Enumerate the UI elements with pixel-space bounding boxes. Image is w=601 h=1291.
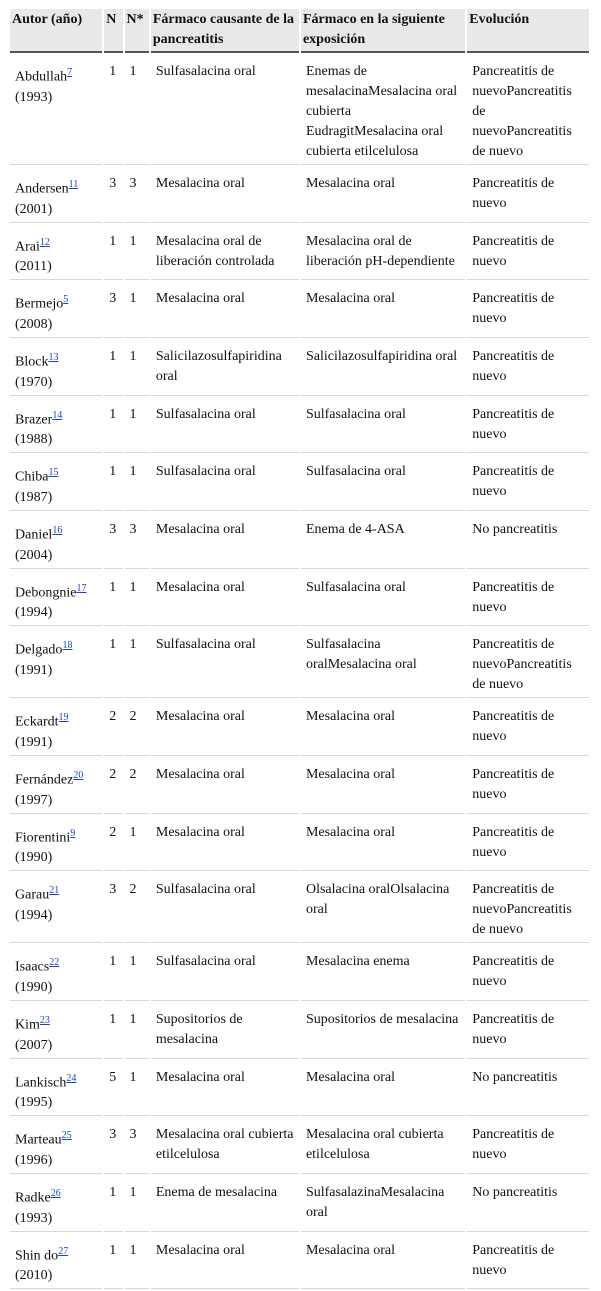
nstar-cell: 1 (125, 1176, 149, 1232)
nstar-cell: 3 (125, 513, 149, 569)
author-cell (10, 513, 102, 569)
header-siguiente: Fármaco en la siguiente exposición (301, 9, 465, 53)
siguiente-cell: Supositorios de mesalacina (301, 1003, 465, 1059)
evolucion-cell: Pancreatitis de nuevoPancreatitis de nuevoPancreatitis de nuevo (467, 55, 589, 165)
causante-cell: Mesalacina oral (151, 513, 299, 569)
n-cell: 1 (104, 55, 122, 165)
author-name: Debongnie (15, 585, 77, 601)
table-row (10, 1234, 589, 1290)
reference-link[interactable]: 11 (68, 179, 79, 190)
causante-cell: Salicilazosulfapiridina oral (151, 340, 299, 396)
siguiente-cell: Mesalacina oral (301, 1234, 465, 1290)
causante-cell: Sulfasalacina oral (151, 873, 299, 943)
nstar-cell: 1 (125, 225, 149, 281)
header-evolucion: Evolución (467, 9, 589, 53)
causante-cell: Mesalacina oral (151, 816, 299, 872)
reference-link[interactable]: 16 (52, 524, 63, 536)
reference-link[interactable]: 25 (61, 1130, 72, 1142)
header-nstar: N* (125, 9, 149, 53)
reference-link[interactable]: 14 (52, 409, 63, 421)
author-year: (1994) (15, 605, 53, 621)
causante-cell: Mesalacina oral cubierta etilcelulosa (151, 1118, 299, 1174)
causante-cell: Sulfasalacina oral (151, 55, 299, 165)
author-year: (2007) (15, 1037, 53, 1053)
n-cell: 1 (104, 225, 122, 281)
causante-cell: Mesalacina oral (151, 167, 299, 223)
siguiente-cell: Sulfasalacina oral (301, 455, 465, 511)
causante-cell: Mesalacina oral de liberación controlada (151, 225, 299, 281)
author-year: (1996) (15, 1152, 53, 1168)
author-year: (2004) (15, 547, 53, 563)
reference-link[interactable]: 19 (58, 712, 69, 724)
n-cell: 1 (104, 1003, 122, 1059)
nstar-cell: 1 (125, 455, 149, 511)
reference-link[interactable]: 20 (73, 769, 84, 781)
evolucion-cell: No pancreatitis (467, 1061, 589, 1117)
table-row (10, 398, 589, 454)
table-row (10, 340, 589, 396)
table-row (10, 628, 589, 698)
evolucion-cell: Pancreatitis de nuevo (467, 340, 589, 396)
author-cell (10, 873, 102, 943)
nstar-cell: 1 (125, 340, 149, 396)
siguiente-cell: Enema de 4-ASA (301, 513, 465, 569)
author-year: (1991) (15, 662, 53, 678)
table-row (10, 1118, 589, 1174)
reference-link[interactable]: 17 (76, 582, 87, 594)
author-year: (1993) (15, 1210, 53, 1226)
siguiente-cell: Sulfasalacina oral (301, 571, 465, 627)
siguiente-cell: Enemas de mesalacinaMesalacina oral cubierta EudragitMesalacina oral cubierta etilcelulosa (301, 55, 465, 165)
table-row (10, 282, 589, 338)
siguiente-cell: Olsalacina oralOlsalacina oral (301, 873, 465, 943)
table-container (8, 7, 591, 1291)
author-cell (10, 1118, 102, 1174)
table-row (10, 1176, 589, 1232)
evolucion-cell: Pancreatitis de nuevo (467, 398, 589, 454)
n-cell: 1 (104, 398, 122, 454)
n-cell: 1 (104, 1176, 122, 1232)
nstar-cell: 1 (125, 398, 149, 454)
siguiente-cell: Sulfasalacina oral (301, 398, 465, 454)
siguiente-cell: Mesalacina oral de liberación pH-dependiente (301, 225, 465, 281)
evolucion-cell: Pancreatitis de nuevo (467, 816, 589, 872)
author-year: (1997) (15, 792, 53, 808)
author-cell (10, 945, 102, 1001)
reference-link[interactable]: 18 (62, 640, 73, 652)
author-cell (10, 225, 102, 281)
author-cell (10, 571, 102, 627)
evolucion-cell: Pancreatitis de nuevo (467, 700, 589, 756)
evolucion-cell: Pancreatitis de nuevo (467, 1234, 589, 1290)
author-year: (1995) (15, 1095, 53, 1111)
evolucion-cell: Pancreatitis de nuevo (467, 758, 589, 814)
nstar-cell: 2 (125, 700, 149, 756)
table-row (10, 816, 589, 872)
author-name: Radke (15, 1190, 51, 1206)
author-year: (1970) (15, 374, 53, 390)
evolucion-cell: Pancreatitis de nuevo (467, 455, 589, 511)
causante-cell: Mesalacina oral (151, 282, 299, 338)
n-cell: 3 (104, 513, 122, 569)
author-cell (10, 340, 102, 396)
header-autor: Autor (año) (10, 9, 102, 53)
siguiente-cell: Mesalacina oral (301, 282, 465, 338)
nstar-cell: 1 (125, 816, 149, 872)
causante-cell: Sulfasalacina oral (151, 455, 299, 511)
nstar-cell: 1 (125, 55, 149, 165)
author-name: Marteau (15, 1132, 62, 1148)
table-row (10, 873, 589, 943)
siguiente-cell: SulfasalazinaMesalacina oral (301, 1176, 465, 1232)
reference-link[interactable]: 24 (66, 1072, 77, 1084)
siguiente-cell: Mesalacina enema (301, 945, 465, 1001)
n-cell: 2 (104, 700, 122, 756)
table-row (10, 1061, 589, 1117)
reference-link[interactable]: 26 (50, 1187, 61, 1199)
author-year: (1988) (15, 432, 53, 448)
siguiente-cell: Mesalacina oral (301, 758, 465, 814)
author-cell (10, 700, 102, 756)
author-name: Brazer (15, 412, 53, 428)
author-cell (10, 758, 102, 814)
n-cell: 1 (104, 945, 122, 1001)
nstar-cell: 3 (125, 167, 149, 223)
n-cell: 2 (104, 758, 122, 814)
author-year: (1990) (15, 979, 53, 995)
author-year: (1990) (15, 850, 53, 866)
author-name: Lankisch (15, 1075, 67, 1091)
author-name: Arai (15, 239, 40, 255)
reference-link[interactable]: 7 (67, 67, 73, 78)
causante-cell: Mesalacina oral (151, 758, 299, 814)
causante-cell: Mesalacina oral (151, 1061, 299, 1117)
nstar-cell: 1 (125, 571, 149, 627)
author-name: Andersen (15, 181, 69, 197)
pancreatitis-table (8, 7, 591, 1291)
author-year: (1994) (15, 907, 53, 923)
author-name: Fernández (15, 772, 74, 788)
author-year: (1993) (15, 89, 53, 105)
nstar-cell: 1 (125, 1003, 149, 1059)
nstar-cell: 1 (125, 1061, 149, 1117)
author-cell (10, 628, 102, 698)
author-name: Fiorentini (15, 830, 71, 846)
causante-cell: Sulfasalacina oral (151, 398, 299, 454)
table-row (10, 455, 589, 511)
causante-cell: Supositorios de mesalacina (151, 1003, 299, 1059)
table-row (10, 55, 589, 165)
causante-cell: Mesalacina oral (151, 700, 299, 756)
siguiente-cell: Salicilazosulfapiridina oral (301, 340, 465, 396)
author-year: (2001) (15, 201, 53, 217)
author-cell (10, 282, 102, 338)
reference-link[interactable]: 9 (70, 827, 76, 839)
siguiente-cell: Mesalacina oral (301, 167, 465, 223)
reference-link[interactable]: 21 (49, 885, 60, 897)
author-year: (2008) (15, 316, 53, 332)
reference-link[interactable]: 5 (63, 294, 69, 306)
author-year: (1987) (15, 489, 53, 505)
n-cell: 3 (104, 167, 122, 223)
header-row (10, 9, 589, 53)
reference-link[interactable]: 13 (48, 351, 59, 363)
author-name: Isaacs (15, 959, 50, 975)
n-cell: 3 (104, 282, 122, 338)
causante-cell: Sulfasalacina oral (151, 628, 299, 698)
n-cell: 5 (104, 1061, 122, 1117)
reference-link[interactable]: 12 (39, 236, 50, 248)
author-name: Chiba (15, 469, 49, 485)
author-cell (10, 398, 102, 454)
author-name: Delgado (15, 642, 63, 658)
reference-link[interactable]: 22 (49, 957, 60, 969)
n-cell: 1 (104, 1234, 122, 1290)
author-name: Block (15, 354, 49, 370)
author-cell (10, 1176, 102, 1232)
author-cell (10, 1003, 102, 1059)
evolucion-cell: Pancreatitis de nuevo (467, 225, 589, 281)
n-cell: 3 (104, 1118, 122, 1174)
siguiente-cell: Mesalacina oral (301, 1061, 465, 1117)
table-row (10, 225, 589, 281)
header-n: N (104, 9, 122, 53)
nstar-cell: 2 (125, 873, 149, 943)
n-cell: 1 (104, 340, 122, 396)
evolucion-cell: Pancreatitis de nuevo (467, 1118, 589, 1174)
nstar-cell: 1 (125, 282, 149, 338)
evolucion-cell: No pancreatitis (467, 513, 589, 569)
author-name: Kim (15, 1017, 40, 1033)
n-cell: 1 (104, 571, 122, 627)
author-name: Garau (15, 887, 50, 903)
evolucion-cell: Pancreatitis de nuevo (467, 167, 589, 223)
evolucion-cell: Pancreatitis de nuevo (467, 1003, 589, 1059)
reference-link[interactable]: 23 (39, 1014, 50, 1026)
causante-cell: Mesalacina oral (151, 571, 299, 627)
evolucion-cell: No pancreatitis (467, 1176, 589, 1232)
nstar-cell: 3 (125, 1118, 149, 1174)
evolucion-cell: Pancreatitis de nuevo (467, 571, 589, 627)
siguiente-cell: Sulfasalacina oralMesalacina oral (301, 628, 465, 698)
author-cell (10, 167, 102, 223)
reference-link[interactable]: 27 (58, 1245, 69, 1257)
table-row (10, 571, 589, 627)
n-cell: 3 (104, 873, 122, 943)
causante-cell: Mesalacina oral (151, 1234, 299, 1290)
author-name: Bermejo (15, 296, 64, 312)
n-cell: 1 (104, 628, 122, 698)
siguiente-cell: Mesalacina oral (301, 700, 465, 756)
table-row (10, 945, 589, 1001)
author-name: Daniel (15, 527, 53, 543)
author-name: Eckardt (15, 714, 59, 730)
author-year: (1991) (15, 734, 53, 750)
table-row (10, 1003, 589, 1059)
evolucion-cell: Pancreatitis de nuevo (467, 945, 589, 1001)
evolucion-cell: Pancreatitis de nuevoPancreatitis de nuevo (467, 873, 589, 943)
evolucion-cell: Pancreatitis de nuevo (467, 282, 589, 338)
causante-cell: Sulfasalacina oral (151, 945, 299, 1001)
author-cell (10, 455, 102, 511)
table-row (10, 167, 589, 223)
nstar-cell: 1 (125, 945, 149, 1001)
table-row (10, 700, 589, 756)
nstar-cell: 1 (125, 628, 149, 698)
nstar-cell: 1 (125, 1234, 149, 1290)
author-cell (10, 816, 102, 872)
siguiente-cell: Mesalacina oral cubierta etilcelulosa (301, 1118, 465, 1174)
header-causante: Fármaco causante de la pancreatitis (151, 9, 299, 53)
n-cell: 2 (104, 816, 122, 872)
siguiente-cell: Mesalacina oral (301, 816, 465, 872)
causante-cell: Enema de mesalacina (151, 1176, 299, 1232)
author-year: (2010) (15, 1268, 53, 1284)
author-cell (10, 1234, 102, 1290)
nstar-cell: 2 (125, 758, 149, 814)
author-name: Abdullah (15, 69, 68, 85)
evolucion-cell: Pancreatitis de nuevoPancreatitis de nuevo (467, 628, 589, 698)
n-cell: 1 (104, 455, 122, 511)
author-cell (10, 55, 102, 165)
table-row (10, 758, 589, 814)
author-cell (10, 1061, 102, 1117)
table-row (10, 513, 589, 569)
author-year: (2011) (15, 259, 52, 275)
author-name: Shin do (15, 1248, 59, 1264)
reference-link[interactable]: 15 (48, 467, 59, 479)
